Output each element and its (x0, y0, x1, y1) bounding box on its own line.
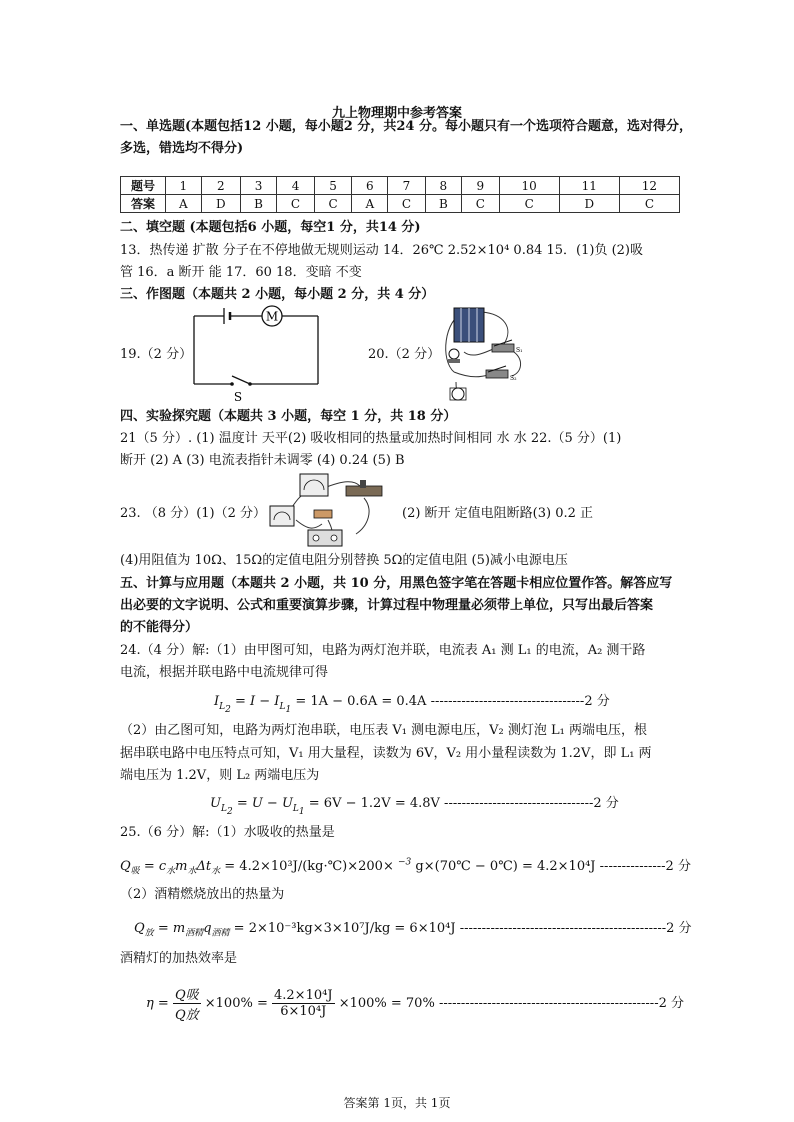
fraction-q (173, 984, 201, 1023)
bulb-icon (449, 349, 459, 359)
table-cell: 10 (499, 177, 559, 195)
table-cell: 1 (166, 177, 202, 195)
table-row (121, 177, 680, 195)
equation-heat-rhs: g×(70℃ − 0℃) = 4.2×10⁴J (415, 859, 596, 874)
ammeter (270, 506, 294, 526)
table-cell: C (388, 195, 426, 213)
table-cell: 7 (388, 177, 426, 195)
table-cell: 12 (619, 177, 679, 195)
q20-label: 20.（2 分） (368, 347, 441, 362)
equation-current-rhs: = 1A − 0.6A = 0.4A (295, 694, 427, 709)
page-title: 九上物理期中参考答案 (331, 106, 462, 121)
score-marker: ----------------------------------2 分 (444, 796, 619, 811)
table-cell: D (201, 195, 240, 213)
fraction-denominator: Q放 (174, 1008, 199, 1023)
equation-heat-mid: = 4.2×10³J/(kg·℃)×200× (224, 859, 394, 874)
page-footer: 答案第 1页，共 1页 (343, 1096, 451, 1110)
equation-efficiency-rhs: ×100% = 70% (338, 996, 435, 1011)
equation-heat-released: $Q_放 = m_{酒精}q_{酒精} = 2\times 10^{-3}kg\times 3\times 10^7J/kg = 6\times 10^4J$ -----------------------------------------------2 分 (134, 921, 692, 939)
equation-voltage: $U_{L_2} = U - U_{L_1} = 6V - 1.2V = 4.8V$ ----------------------------------2 分 (210, 796, 619, 817)
voltmeter (300, 474, 328, 496)
table-cell: 4 (277, 177, 315, 195)
q23-experiment-diagram (264, 470, 388, 548)
table-cell: 5 (314, 177, 352, 195)
q23-label: 23. （8 分）(1)（2 分） (120, 506, 267, 521)
table-cell: B (425, 195, 461, 213)
equation-released-rhs: = 2×10⁻³kg×3×10⁷J/kg = 6×10⁴J (233, 921, 456, 936)
score-marker: ---------------2 分 (599, 859, 691, 874)
table-cell: 6 (352, 177, 388, 195)
table-cell: 3 (240, 177, 276, 195)
section4-heading: 四、实验探究题（本题共 3 小题，每空 1 分，共 18 分） (120, 409, 457, 424)
s1-label: S₁ (516, 347, 523, 354)
motor-icon (452, 388, 464, 400)
table-cell: 9 (462, 177, 500, 195)
table-cell: B (240, 195, 276, 213)
q24-text: 电流，根据并联电路中电流规律可得 (120, 665, 329, 680)
section5-heading-cont: 的不能得分） (120, 620, 199, 635)
motor-symbol: M (265, 309, 279, 324)
q24-text: 端电压为 1.2V，则 L₂ 两端电压为 (120, 768, 320, 783)
section2-line: 管 16．a 断开 能 17．60 18．变暗 不变 (120, 265, 362, 280)
equation-efficiency: η = $\frac{\text{Q吸}}{\text{Q放}}$ ×100% = $\frac{\text{4.2×10⁴J}}{\text{6×10⁴J}}$ ×100% = 70% --------------------------------------------------2 分 (146, 984, 684, 1023)
section5-heading-cont: 出必要的文字说明、公式和重要演算步骤，计算过程中物理量必须带上单位，只写出最后答案 (120, 598, 654, 613)
equation-current: $I_{L_2} = I - I_{L_1} = 1A - 0.6A = 0.4A$ -----------------------------------2 分 (214, 694, 610, 715)
q20-physical-circuit (434, 300, 534, 404)
q25-text: （2）酒精燃烧放出的热量为 (120, 887, 285, 902)
table-cell: D (559, 195, 619, 213)
fraction-numerator: Q吸 (173, 984, 201, 1004)
section2-heading: 二、填空题 (本题包括6 小题，每空1 分，共14 分) (120, 220, 421, 235)
q23-answers: (2) 断开 定值电阻断路(3) 0.2 正 (402, 506, 594, 521)
score-marker: --------------------------------------------------2 分 (438, 996, 684, 1011)
q25-text: 酒精灯的加热效率是 (120, 951, 238, 966)
section4-line: 21（5 分）. (1) 温度计 天平(2) 吸收相同的热量或加热时间相同 水 水 22.（5 分）(1) (120, 431, 622, 446)
equation-voltage-rhs: = 6V − 1.2V = 4.8V (308, 796, 440, 811)
table-cell: 11 (559, 177, 619, 195)
section1-heading: 一、单选题(本题包括12 小题，每小题2 分，共24 分。每小题只有一个选项符合题意，选对得分， (120, 119, 692, 134)
section2-line: 13．热传递 扩散 分子在不停地做无规则运动 14．26℃ 2.52×10⁴ 0.84 15．(1)负 (2)吸 (120, 243, 644, 258)
answer-table (120, 176, 680, 213)
table-row-label: 题号 (121, 177, 166, 195)
table-cell: C (499, 195, 559, 213)
fraction-denominator: 6×10⁴J (280, 1004, 327, 1019)
section4-line: 断开 (2) A (3) 电流表指针未调零 (4) 0.24 (5) B (120, 453, 405, 468)
q19-label: 19.（2 分） (120, 347, 193, 362)
s2-label: S₂ (510, 375, 517, 382)
table-cell: C (619, 195, 679, 213)
table-cell: C (277, 195, 315, 213)
equation-heat-absorbed: $Q_吸 = c_水m_水\Delta t_水$ = 4.2×10³J/(kg·℃)×200× $^{-3}$ g×(70℃ − 0℃) = 4.2×10⁴J ---------------2 分 (120, 857, 691, 877)
table-cell: C (462, 195, 500, 213)
table-cell: 2 (201, 177, 240, 195)
fraction-values (272, 988, 335, 1019)
section4-line: (4)用阻值为 10Ω、15Ω的定值电阻分别替换 5Ω的定值电阻 (5)减小电源电压 (120, 553, 568, 568)
table-row-label: 答案 (121, 195, 166, 213)
section5-heading: 五、计算与应用题（本题共 2 小题，共 10 分，用黑色签字笔在答题卡相应位置作答。解答应写 (120, 576, 673, 591)
q24-text: 24.（4 分）解:（1）由甲图可知，电路为两灯泡并联，电流表 A₁ 测 L₁ 的电流，A₂ 测干路 (120, 643, 646, 658)
fraction-numerator: 4.2×10⁴J (274, 988, 333, 1003)
score-marker: -----------------------------------------------2 分 (459, 921, 692, 936)
switch-label: S (233, 390, 243, 404)
q24-text: （2）由乙图可知，电路为两灯泡串联，电压表 V₁ 测电源电压，V₂ 测灯泡 L₁ 两端电压，根 (120, 723, 647, 738)
q25-text: 25.（6 分）解:（1）水吸收的热量是 (120, 825, 335, 840)
table-cell: A (352, 195, 388, 213)
section3-heading: 三、作图题（本题共 2 小题，每小题 2 分，共 4 分） (120, 287, 435, 302)
q19-circuit-diagram (188, 304, 324, 404)
table-cell: 8 (425, 177, 461, 195)
section1-heading-cont: 多选，错选均不得分) (120, 141, 244, 156)
q24-text: 据串联电路中电压特点可知，V₁ 用大量程，读数为 6V，V₂ 用小量程读数为 1.2V，即 L₁ 两 (120, 746, 652, 761)
table-row (121, 195, 680, 213)
resistor (314, 510, 332, 518)
table-cell: A (166, 195, 202, 213)
score-marker: -----------------------------------2 分 (430, 694, 610, 709)
table-cell: C (314, 195, 352, 213)
